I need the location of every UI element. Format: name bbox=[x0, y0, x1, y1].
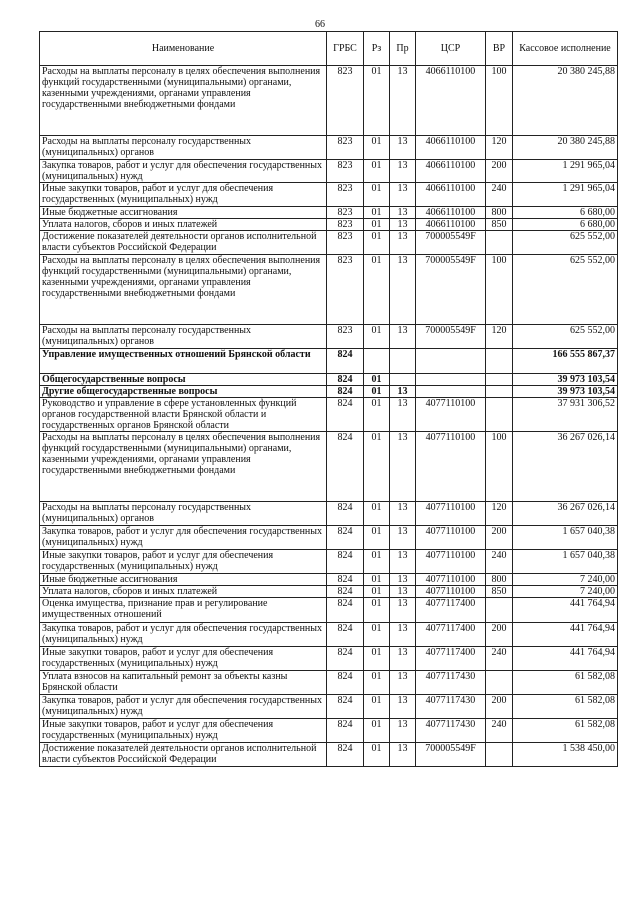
table-row bbox=[40, 743, 618, 767]
table-row bbox=[40, 66, 618, 136]
table-row bbox=[40, 647, 618, 671]
row-name: Расходы на выплаты персоналу в целях обеспечения выполнения функций государственными (муниципальными) органами, казенными учреждениями, органами управления государственными внебюджетными фондами bbox=[40, 255, 327, 325]
table-row bbox=[40, 183, 618, 207]
table-row bbox=[40, 502, 618, 526]
row-rz: 01 bbox=[364, 502, 390, 526]
row-name: Достижение показателей деятельности органов исполнительной власти субъектов Российской Федерации bbox=[40, 743, 327, 767]
row-name: Иные бюджетные ассигнования bbox=[40, 207, 327, 219]
row-vr bbox=[486, 374, 513, 386]
table-row bbox=[40, 586, 618, 598]
table-row bbox=[40, 432, 618, 502]
row-csr: 700005549F bbox=[416, 231, 486, 255]
row-csr: 4077110100 bbox=[416, 502, 486, 526]
table-row bbox=[40, 325, 618, 349]
row-rz: 01 bbox=[364, 160, 390, 183]
row-vr: 200 bbox=[486, 695, 513, 719]
header-name: Наименование bbox=[40, 32, 327, 66]
row-vr bbox=[486, 598, 513, 623]
table-row bbox=[40, 349, 618, 374]
row-vr: 120 bbox=[486, 502, 513, 526]
table-row bbox=[40, 719, 618, 743]
row-name: Расходы на выплаты персоналу государственных (муниципальных) органов bbox=[40, 136, 327, 160]
row-pr: 13 bbox=[390, 183, 416, 207]
row-pr: 13 bbox=[390, 255, 416, 325]
page-number: 66 bbox=[315, 19, 325, 30]
row-grbs: 824 bbox=[327, 526, 364, 550]
row-grbs: 824 bbox=[327, 550, 364, 574]
row-amount: 7 240,00 bbox=[513, 586, 618, 598]
row-name: Расходы на выплаты персоналу государственных (муниципальных) органов bbox=[40, 325, 327, 349]
table-row bbox=[40, 136, 618, 160]
row-name: Общегосударственные вопросы bbox=[40, 374, 327, 386]
row-name: Закупка товаров, работ и услуг для обеспечения государственных (муниципальных) нужд bbox=[40, 623, 327, 647]
row-name: Уплата налогов, сборов и иных платежей bbox=[40, 219, 327, 231]
row-csr: 4077117400 bbox=[416, 598, 486, 623]
row-rz: 01 bbox=[364, 398, 390, 432]
row-rz: 01 bbox=[364, 231, 390, 255]
row-vr bbox=[486, 349, 513, 374]
row-name: Иные закупки товаров, работ и услуг для обеспечения государственных (муниципальных) нужд bbox=[40, 183, 327, 207]
header-csr: ЦСР bbox=[416, 32, 486, 66]
row-rz: 01 bbox=[364, 432, 390, 502]
row-amount: 1 291 965,04 bbox=[513, 183, 618, 207]
row-csr: 4077117430 bbox=[416, 671, 486, 695]
row-vr bbox=[486, 743, 513, 767]
row-pr bbox=[390, 374, 416, 386]
row-grbs: 823 bbox=[327, 207, 364, 219]
table-row bbox=[40, 160, 618, 183]
row-pr: 13 bbox=[390, 550, 416, 574]
row-rz: 01 bbox=[364, 136, 390, 160]
row-name: Другие общегосударственные вопросы bbox=[40, 386, 327, 398]
row-name: Закупка товаров, работ и услуг для обеспечения государственных (муниципальных) нужд bbox=[40, 695, 327, 719]
row-vr: 120 bbox=[486, 136, 513, 160]
row-rz: 01 bbox=[364, 695, 390, 719]
row-amount: 61 582,08 bbox=[513, 695, 618, 719]
row-rz: 01 bbox=[364, 719, 390, 743]
table-row bbox=[40, 695, 618, 719]
row-name: Расходы на выплаты персоналу в целях обеспечения выполнения функций государственными (муниципальными) органами, казенными учреждениями, органами управления государственными внебюджетными фондами bbox=[40, 432, 327, 502]
row-amount: 7 240,00 bbox=[513, 574, 618, 586]
row-grbs: 823 bbox=[327, 160, 364, 183]
row-name: Достижение показателей деятельности органов исполнительной власти субъектов Российской Федерации bbox=[40, 231, 327, 255]
row-rz: 01 bbox=[364, 574, 390, 586]
row-name: Закупка товаров, работ и услуг для обеспечения государственных (муниципальных) нужд bbox=[40, 526, 327, 550]
row-amount: 1 657 040,38 bbox=[513, 550, 618, 574]
row-amount: 625 552,00 bbox=[513, 231, 618, 255]
row-name: Иные бюджетные ассигнования bbox=[40, 574, 327, 586]
table-header-row bbox=[40, 32, 618, 66]
row-rz: 01 bbox=[364, 66, 390, 136]
table-row bbox=[40, 231, 618, 255]
row-rz: 01 bbox=[364, 183, 390, 207]
row-name: Руководство и управление в сфере установленных функций органов государственной власти Брянской области и государственных органов Брянской области bbox=[40, 398, 327, 432]
row-pr: 13 bbox=[390, 574, 416, 586]
table-row bbox=[40, 255, 618, 325]
row-name: Иные закупки товаров, работ и услуг для обеспечения государственных (муниципальных) нужд bbox=[40, 647, 327, 671]
row-grbs: 824 bbox=[327, 719, 364, 743]
row-pr: 13 bbox=[390, 325, 416, 349]
row-pr: 13 bbox=[390, 502, 416, 526]
row-csr: 4066110100 bbox=[416, 207, 486, 219]
row-pr: 13 bbox=[390, 719, 416, 743]
row-name: Иные закупки товаров, работ и услуг для обеспечения государственных (муниципальных) нужд bbox=[40, 719, 327, 743]
row-pr: 13 bbox=[390, 160, 416, 183]
table-row bbox=[40, 386, 618, 398]
row-vr: 240 bbox=[486, 183, 513, 207]
row-amount: 625 552,00 bbox=[513, 255, 618, 325]
row-amount: 6 680,00 bbox=[513, 219, 618, 231]
row-grbs: 823 bbox=[327, 183, 364, 207]
row-vr: 240 bbox=[486, 719, 513, 743]
row-rz: 01 bbox=[364, 743, 390, 767]
row-csr: 700005549F bbox=[416, 255, 486, 325]
row-vr: 800 bbox=[486, 207, 513, 219]
row-pr: 13 bbox=[390, 695, 416, 719]
row-pr bbox=[390, 349, 416, 374]
row-grbs: 823 bbox=[327, 219, 364, 231]
row-name: Оценка имущества, признание прав и регулирование имущественных отношений bbox=[40, 598, 327, 623]
row-csr: 4066110100 bbox=[416, 219, 486, 231]
row-vr: 100 bbox=[486, 255, 513, 325]
row-csr: 4077117400 bbox=[416, 647, 486, 671]
row-amount: 1 657 040,38 bbox=[513, 526, 618, 550]
row-grbs: 824 bbox=[327, 502, 364, 526]
row-rz: 01 bbox=[364, 325, 390, 349]
row-rz: 01 bbox=[364, 586, 390, 598]
row-grbs: 823 bbox=[327, 66, 364, 136]
row-pr: 13 bbox=[390, 526, 416, 550]
row-pr: 13 bbox=[390, 136, 416, 160]
row-amount: 625 552,00 bbox=[513, 325, 618, 349]
row-pr: 13 bbox=[390, 743, 416, 767]
row-amount: 20 380 245,88 bbox=[513, 66, 618, 136]
row-grbs: 824 bbox=[327, 349, 364, 374]
row-amount: 61 582,08 bbox=[513, 671, 618, 695]
row-pr: 13 bbox=[390, 207, 416, 219]
row-csr: 4077110100 bbox=[416, 398, 486, 432]
row-rz: 01 bbox=[364, 219, 390, 231]
row-vr bbox=[486, 386, 513, 398]
row-grbs: 824 bbox=[327, 695, 364, 719]
table-row bbox=[40, 207, 618, 219]
row-csr: 4077110100 bbox=[416, 432, 486, 502]
row-name: Расходы на выплаты персоналу в целях обеспечения выполнения функций государственными (муниципальными) органами, казенными учреждениями, органами управления государственными внебюджетными фондами bbox=[40, 66, 327, 136]
row-grbs: 824 bbox=[327, 671, 364, 695]
row-rz: 01 bbox=[364, 207, 390, 219]
header-amount: Кассовое исполнение bbox=[513, 32, 618, 66]
table-row bbox=[40, 219, 618, 231]
row-amount: 61 582,08 bbox=[513, 719, 618, 743]
row-pr: 13 bbox=[390, 398, 416, 432]
row-pr: 13 bbox=[390, 671, 416, 695]
row-vr: 240 bbox=[486, 550, 513, 574]
row-grbs: 823 bbox=[327, 231, 364, 255]
row-csr: 4066110100 bbox=[416, 136, 486, 160]
row-csr: 700005549F bbox=[416, 325, 486, 349]
row-vr bbox=[486, 398, 513, 432]
header-vr: ВР bbox=[486, 32, 513, 66]
row-pr: 13 bbox=[390, 66, 416, 136]
row-rz: 01 bbox=[364, 671, 390, 695]
row-grbs: 824 bbox=[327, 432, 364, 502]
row-name: Иные закупки товаров, работ и услуг для обеспечения государственных (муниципальных) нужд bbox=[40, 550, 327, 574]
row-rz: 01 bbox=[364, 526, 390, 550]
row-amount: 39 973 103,54 bbox=[513, 374, 618, 386]
row-pr: 13 bbox=[390, 586, 416, 598]
row-grbs: 824 bbox=[327, 598, 364, 623]
row-grbs: 824 bbox=[327, 398, 364, 432]
row-rz: 01 bbox=[364, 550, 390, 574]
header-pr: Пр bbox=[390, 32, 416, 66]
row-amount: 36 267 026,14 bbox=[513, 502, 618, 526]
row-name: Уплата налогов, сборов и иных платежей bbox=[40, 586, 327, 598]
row-csr: 4077117430 bbox=[416, 719, 486, 743]
row-vr: 240 bbox=[486, 647, 513, 671]
row-amount: 166 555 867,37 bbox=[513, 349, 618, 374]
row-amount: 37 931 306,52 bbox=[513, 398, 618, 432]
row-vr: 850 bbox=[486, 586, 513, 598]
table-row bbox=[40, 623, 618, 647]
row-csr: 4077117400 bbox=[416, 623, 486, 647]
row-csr: 4077110100 bbox=[416, 586, 486, 598]
row-vr: 120 bbox=[486, 325, 513, 349]
row-rz: 01 bbox=[364, 386, 390, 398]
row-pr: 13 bbox=[390, 598, 416, 623]
row-csr: 4066110100 bbox=[416, 183, 486, 207]
row-csr: 700005549F bbox=[416, 743, 486, 767]
row-rz: 01 bbox=[364, 598, 390, 623]
row-grbs: 823 bbox=[327, 136, 364, 160]
row-grbs: 824 bbox=[327, 374, 364, 386]
budget-execution-table bbox=[39, 31, 618, 767]
row-csr bbox=[416, 349, 486, 374]
row-pr: 13 bbox=[390, 219, 416, 231]
row-grbs: 824 bbox=[327, 574, 364, 586]
header-rz: Рз bbox=[364, 32, 390, 66]
row-vr bbox=[486, 231, 513, 255]
row-grbs: 824 bbox=[327, 647, 364, 671]
row-rz: 01 bbox=[364, 255, 390, 325]
header-grbs: ГРБС bbox=[327, 32, 364, 66]
row-csr: 4077110100 bbox=[416, 574, 486, 586]
row-rz: 01 bbox=[364, 623, 390, 647]
row-grbs: 823 bbox=[327, 325, 364, 349]
row-grbs: 824 bbox=[327, 743, 364, 767]
row-csr: 4077110100 bbox=[416, 550, 486, 574]
row-name: Расходы на выплаты персоналу государственных (муниципальных) органов bbox=[40, 502, 327, 526]
row-vr: 100 bbox=[486, 66, 513, 136]
row-amount: 441 764,94 bbox=[513, 598, 618, 623]
row-vr: 850 bbox=[486, 219, 513, 231]
row-vr: 100 bbox=[486, 432, 513, 502]
row-grbs: 824 bbox=[327, 623, 364, 647]
row-name: Управление имущественных отношений Брянской области bbox=[40, 349, 327, 374]
row-amount: 36 267 026,14 bbox=[513, 432, 618, 502]
table-row bbox=[40, 598, 618, 623]
row-pr: 13 bbox=[390, 432, 416, 502]
row-vr bbox=[486, 671, 513, 695]
row-rz: 01 bbox=[364, 647, 390, 671]
row-pr: 13 bbox=[390, 647, 416, 671]
row-amount: 6 680,00 bbox=[513, 207, 618, 219]
row-amount: 1 291 965,04 bbox=[513, 160, 618, 183]
table-row bbox=[40, 526, 618, 550]
row-csr bbox=[416, 374, 486, 386]
row-grbs: 823 bbox=[327, 255, 364, 325]
row-amount: 441 764,94 bbox=[513, 647, 618, 671]
row-vr: 200 bbox=[486, 526, 513, 550]
row-csr: 4077110100 bbox=[416, 526, 486, 550]
row-vr: 200 bbox=[486, 623, 513, 647]
row-pr: 13 bbox=[390, 623, 416, 647]
row-grbs: 824 bbox=[327, 586, 364, 598]
row-vr: 800 bbox=[486, 574, 513, 586]
row-grbs: 824 bbox=[327, 386, 364, 398]
table-row bbox=[40, 574, 618, 586]
row-csr: 4066110100 bbox=[416, 160, 486, 183]
row-amount: 1 538 450,00 bbox=[513, 743, 618, 767]
table-row bbox=[40, 671, 618, 695]
row-csr: 4077117430 bbox=[416, 695, 486, 719]
table-row bbox=[40, 550, 618, 574]
row-rz bbox=[364, 349, 390, 374]
row-csr bbox=[416, 386, 486, 398]
row-amount: 20 380 245,88 bbox=[513, 136, 618, 160]
row-rz: 01 bbox=[364, 374, 390, 386]
row-csr: 4066110100 bbox=[416, 66, 486, 136]
table-row bbox=[40, 398, 618, 432]
row-pr: 13 bbox=[390, 386, 416, 398]
row-pr: 13 bbox=[390, 231, 416, 255]
row-vr: 200 bbox=[486, 160, 513, 183]
row-name: Уплата взносов на капитальный ремонт за объекты казны Брянской области bbox=[40, 671, 327, 695]
table-row bbox=[40, 374, 618, 386]
row-name: Закупка товаров, работ и услуг для обеспечения государственных (муниципальных) нужд bbox=[40, 160, 327, 183]
row-amount: 39 973 103,54 bbox=[513, 386, 618, 398]
row-amount: 441 764,94 bbox=[513, 623, 618, 647]
